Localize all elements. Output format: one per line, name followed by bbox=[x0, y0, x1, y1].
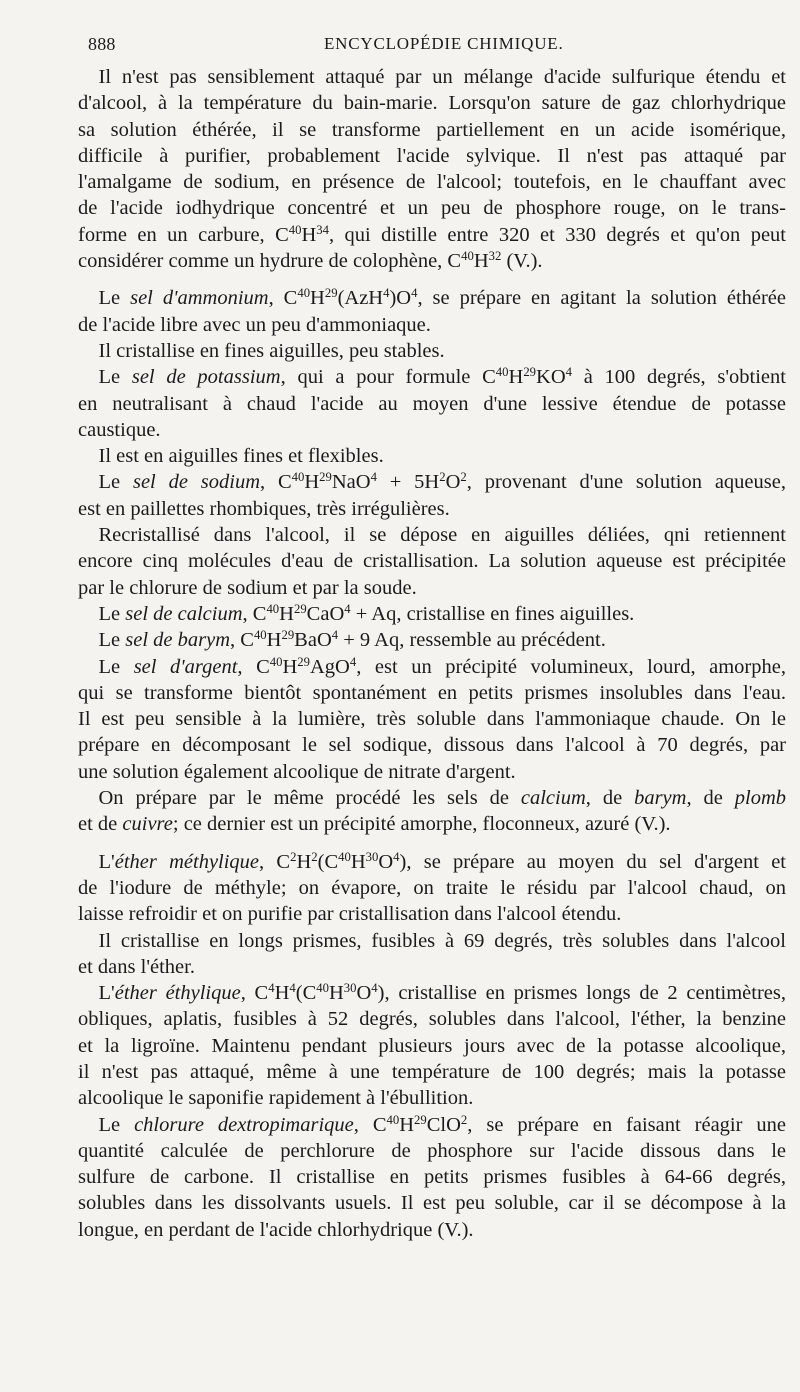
text-line: de l'acide iodhydrique concentré et un peu de phosphore rouge, on le trans- bbox=[78, 197, 786, 220]
text-line: obliques, aplatis, fusibles à 52 degrés, solubles dans l'alcool, l'éther, la benzine bbox=[78, 1008, 786, 1031]
text-line: Il cristallise en fines aiguilles, peu stables. bbox=[78, 339, 445, 362]
text-line: prépare en décomposant le sel sodique, dissous dans l'alcool à 70 degrés, par bbox=[78, 734, 786, 757]
text-line: Le sel d'ammonium, $C^{40}H^{29}(AzH^4)O^4$, se prépare en agitant la solution éthérée bbox=[78, 286, 787, 310]
text-line: L'éther méthylique, $C^2H^2(C^{40}H^{30}O^4)$, se prépare au moyen du sel d'argent et bbox=[78, 849, 786, 873]
text-line: en neutralisant à chaud l'acide au moyen d'une lessive étendue de potasse bbox=[78, 392, 786, 415]
text-line: Recristallisé dans l'alcool, il se dépose en aiguilles déliées, qni retiennent bbox=[78, 524, 786, 547]
text-line: Le chlorure dextropimarique, $C^{40}H^{29}ClO^2$, se prépare en faisant réagir une bbox=[78, 1112, 786, 1136]
text-line: alcoolique le saponifie rapidement à l'ébullition. bbox=[78, 1087, 474, 1110]
text-line: Il cristallise en longs prismes, fusibles à 69 degrés, très solubles dans l'alcool bbox=[78, 929, 786, 952]
text-line: et dans l'éther. bbox=[78, 955, 195, 978]
page-header bbox=[88, 34, 788, 64]
text-line: de l'acide libre avec un peu d'ammoniaque. bbox=[78, 313, 431, 336]
text-line: d'alcool, à la température du bain-marie. Lorsqu'on sature de gaz chlorhydrique bbox=[78, 92, 786, 115]
text-line: On prépare par le même procédé les sels de calcium, de barym, de plomb bbox=[78, 787, 786, 810]
text-line: difficile à purifier, probablement l'acide sylvique. Il n'est pas attaqué par bbox=[78, 144, 786, 167]
text-line: sulfure de carbone. Il cristallise en petits prismes fusibles à 64-66 degrés, bbox=[78, 1166, 786, 1189]
text-line: Il est en aiguilles fines et flexibles. bbox=[78, 445, 384, 468]
text-line: considérer comme un hydrure de colophène, $C^{40}H^{32}$ (V.). bbox=[78, 249, 543, 273]
text-line: longue, en perdant de l'acide chlorhydrique (V.). bbox=[78, 1218, 474, 1241]
text-line: Le sel de barym, $C^{40}H^{29}BaO^4 + 9$ Aq, ressemble au précédent. bbox=[78, 628, 606, 652]
text-line: une solution également alcoolique de nitrate d'argent. bbox=[78, 760, 516, 783]
text-line: Il est peu sensible à la lumière, très soluble dans l'ammoniaque chaude. On le bbox=[78, 708, 786, 731]
text-line: de l'iodure de méthyle; on évapore, on traite le résidu par l'alcool chaud, on bbox=[78, 876, 786, 899]
text-line: laisse refroidir et on purifie par cristallisation dans l'alcool étendu. bbox=[78, 903, 622, 926]
text-line: sa solution éthérée, il se transforme partiellement en un acide isomérique, bbox=[78, 118, 786, 141]
text-line: forme en un carbure, $C^{40}H^{34}$, qui distille entre 320 et 330 degrés et qu'on peut bbox=[78, 222, 786, 246]
text-line: et de cuivre; ce dernier est un précipité amorphe, floconneux, azuré (V.). bbox=[78, 813, 671, 836]
paragraph-spacer bbox=[78, 838, 786, 849]
text-line: il n'est pas attaqué, même à une température de 100 degrés; mais la potasse bbox=[78, 1060, 786, 1083]
running-title: ENCYCLOPÉDIE CHIMIQUE. bbox=[324, 34, 564, 53]
text-line: est en paillettes rhombiques, très irrégulières. bbox=[78, 497, 450, 520]
text-line: caustique. bbox=[78, 418, 161, 441]
text-line: par le chlorure de sodium et par la soude. bbox=[78, 576, 417, 599]
text-line: qui se transforme bientôt spontanément en petits prismes insolubles dans l'eau. bbox=[78, 681, 786, 704]
text-line: Le sel de calcium, $C^{40}H^{29}CaO^4 + Aq$, cristallise en fines aiguilles. bbox=[78, 601, 635, 625]
text-line: l'amalgame de sodium, en présence de l'alcool; toutefois, en le chauffant avec bbox=[78, 171, 786, 194]
text-line: solubles dans les dissolvants usuels. Il est peu soluble, car il se décompose à la bbox=[78, 1192, 786, 1215]
paragraph-spacer bbox=[78, 274, 786, 285]
text-line: Le sel de potassium, qui a pour formule $C^{40}H^{29}KO^4$ à 100 degrés, s'obtient bbox=[78, 365, 786, 389]
text-line: Le sel d'argent, $C^{40}H^{29}AgO^4$, est un précipité volumineux, lourd, amorphe, bbox=[78, 654, 786, 678]
body-text bbox=[78, 64, 786, 1243]
text-line: et la ligroïne. Maintenu pendant plusieurs jours avec de la potasse alcoolique, bbox=[78, 1034, 786, 1057]
text-line: Il n'est pas sensiblement attaqué par un mélange d'acide sulfurique étendu et bbox=[78, 66, 786, 88]
text-line: encore cinq molécules d'eau de cristallisation. La solution aqueuse est précipitée bbox=[78, 550, 786, 573]
text-line: Le sel de sodium, $C^{40}H^{29}NaO^4 + 5H^2O^2$, provenant d'une solution aqueuse, bbox=[78, 470, 786, 494]
text-line: L'éther éthylique, $C^4H^4(C^{40}H^{30}O^4)$, cristallise en prismes longs de 2 centimètres, bbox=[78, 981, 786, 1005]
page-number: 888 bbox=[88, 34, 116, 54]
text-line: quantité calculée de perchlorure de phosphore sur l'acide dissous dans le bbox=[78, 1139, 786, 1162]
